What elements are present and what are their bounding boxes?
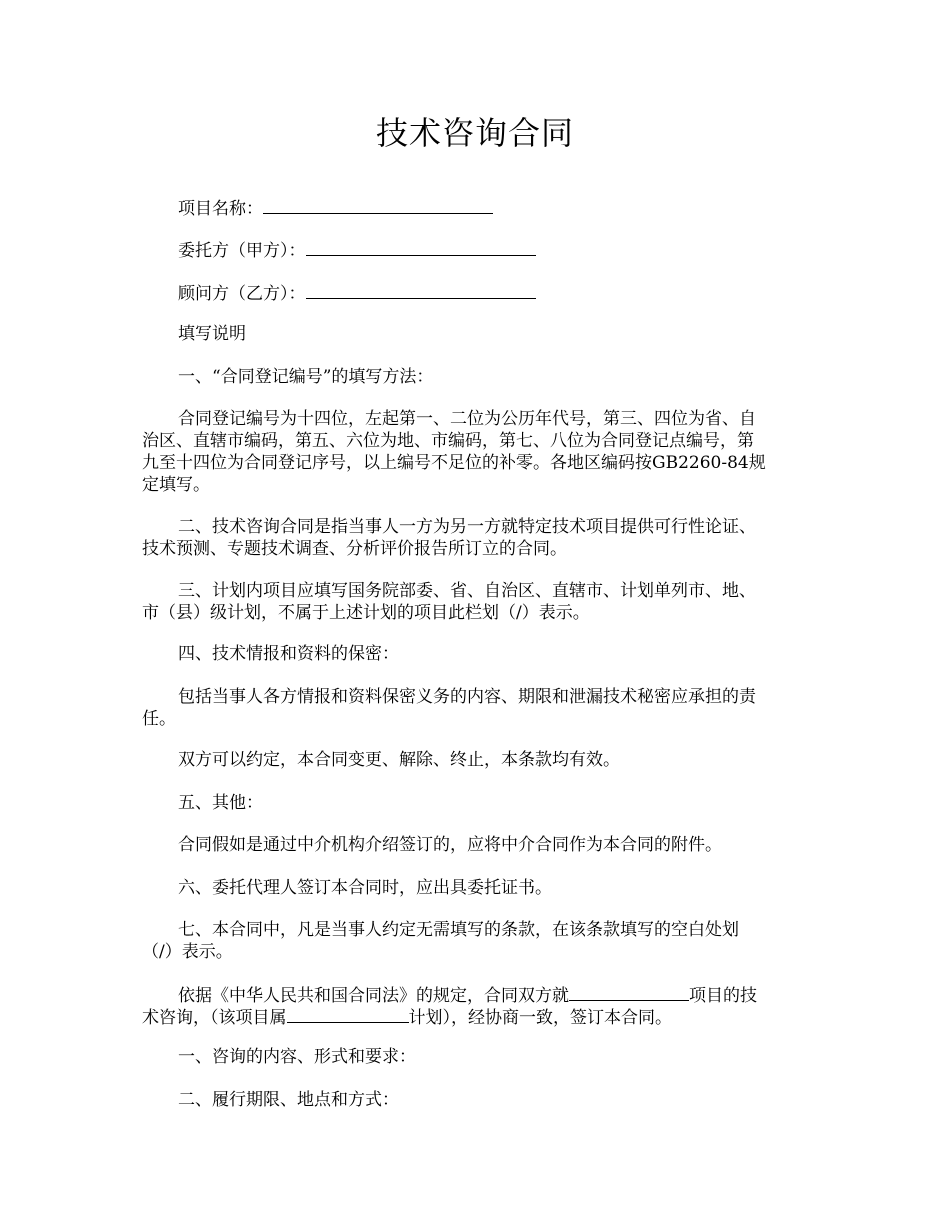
project-name-label: 项目名称： bbox=[178, 199, 263, 219]
item-5-line-1: 合同假如是通过中介机构介绍签订的，应将中介合同作为本合同的附件。 bbox=[178, 835, 722, 855]
consultant-field bbox=[142, 281, 854, 305]
item-2-line-2: 技术预测、专题技术调查、分析评价报告所订立的合同。 bbox=[142, 539, 567, 559]
article-2-heading: 二、履行期限、地点和方式： bbox=[178, 1090, 399, 1110]
item-1-line-3: 九至十四位为合同登记序号，以上编号不足位的补零。各地区编码按GB2260-84规 bbox=[142, 453, 766, 473]
item-1-line-4: 定填写。 bbox=[142, 475, 210, 495]
preamble-text-2a: 术咨询，（该项目属 bbox=[142, 1008, 287, 1028]
preamble-line-1 bbox=[142, 983, 854, 1007]
item-4-line-1: 包括当事人各方情报和资料保密义务的内容、期限和泄漏技术秘密应承担的责 bbox=[178, 687, 756, 707]
preamble-text-1a: 依据《中华人民共和国合同法》的规定，合同双方就 bbox=[178, 986, 569, 1006]
item-6-line-1: 六、委托代理人签订本合同时，应出具委托证书。 bbox=[178, 878, 552, 898]
consultant-blank[interactable] bbox=[306, 281, 536, 299]
item-7-line-1: 七、本合同中，凡是当事人约定无需填写的条款，在该条款填写的空白处划 bbox=[178, 920, 739, 940]
item-2-line-1: 二、技术咨询合同是指当事人一方为另一方就特定技术项目提供可行性论证、 bbox=[178, 517, 756, 537]
item-1-line-1: 合同登记编号为十四位，左起第一、二位为公历年代号，第三、四位为省、自 bbox=[178, 409, 756, 429]
client-blank[interactable] bbox=[306, 238, 536, 256]
item-4-line-2: 任。 bbox=[142, 709, 176, 729]
instructions-heading: 填写说明 bbox=[178, 324, 246, 344]
item-1-line-2: 治区、直辖市编码，第五、六位为地、市编码，第七、八位为合同登记点编号，第 bbox=[142, 431, 754, 451]
item-3-line-1: 三、计划内项目应填写国务院部委、省、自治区、直辖市、计划单列市、地、 bbox=[178, 581, 756, 601]
document-title: 技术咨询合同 bbox=[375, 114, 574, 152]
item-7-line-2: （/）表示。 bbox=[142, 942, 233, 962]
item-3-line-2: 市（县）级计划，不属于上述计划的项目此栏划（/）表示。 bbox=[142, 603, 590, 623]
item-4-heading: 四、技术情报和资料的保密： bbox=[178, 644, 399, 664]
plan-blank[interactable] bbox=[287, 1005, 409, 1023]
client-field bbox=[142, 238, 854, 262]
project-blank[interactable] bbox=[569, 983, 689, 1001]
preamble-line-2 bbox=[142, 1005, 818, 1029]
client-label: 委托方（甲方）： bbox=[178, 241, 306, 261]
item-4-line-3: 双方可以约定，本合同变更、解除、终止，本条款均有效。 bbox=[178, 750, 620, 770]
preamble-text-1b: 项目的技 bbox=[689, 986, 757, 1006]
preamble-text-2b: 计划），经协商一致，签订本合同。 bbox=[408, 1008, 672, 1028]
project-name-blank[interactable] bbox=[263, 196, 493, 214]
item-1-heading: 一、“合同登记编号”的填写方法： bbox=[178, 367, 434, 387]
project-name-field bbox=[142, 196, 854, 220]
item-5-heading: 五、其他： bbox=[178, 793, 263, 813]
consultant-label: 顾问方（乙方）： bbox=[178, 284, 306, 304]
article-1-heading: 一、咨询的内容、形式和要求： bbox=[178, 1047, 416, 1067]
